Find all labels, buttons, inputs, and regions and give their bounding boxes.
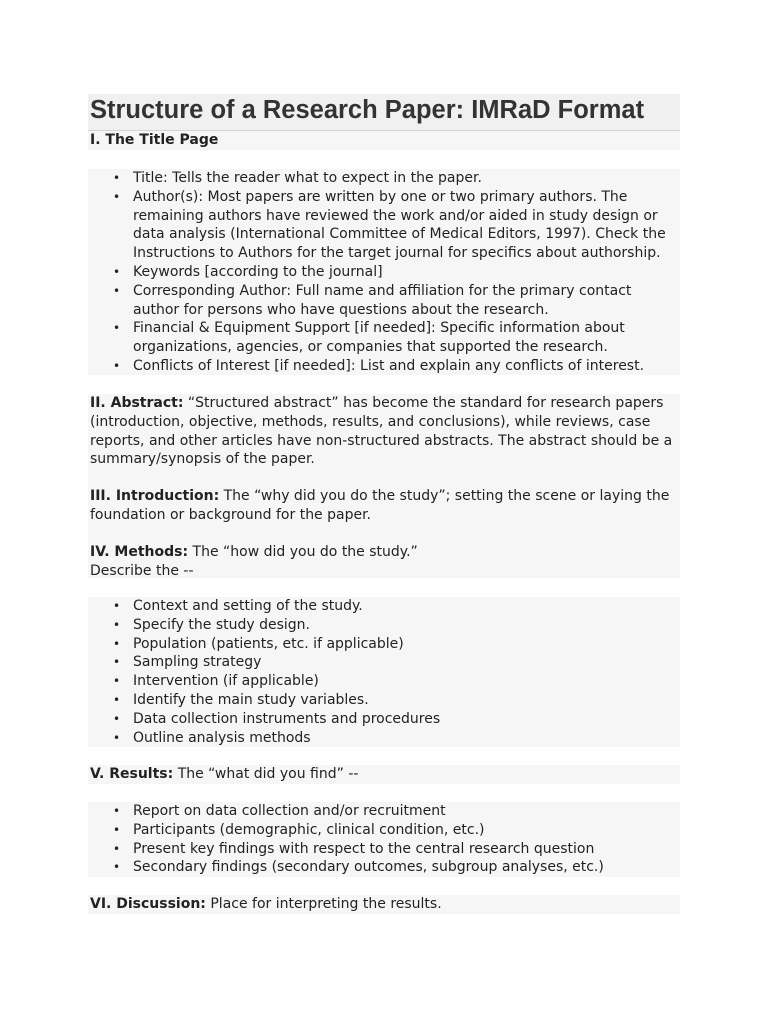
methods-list-block xyxy=(88,597,680,747)
list-item: • Secondary findings (secondary outcomes, subgroup analyses, etc.) xyxy=(88,858,680,877)
title-page-list xyxy=(88,169,680,376)
results-heading: V. Results: xyxy=(90,766,174,782)
results-list xyxy=(88,802,680,877)
discussion-block xyxy=(88,895,680,914)
list-item: • Context and setting of the study. xyxy=(88,597,680,616)
section-heading: I. The Title Page xyxy=(90,132,219,148)
list-item: • Participants (demographic, clinical condition, etc.) xyxy=(88,821,680,840)
results-paragraph xyxy=(88,765,680,784)
list-item: • Present key findings with respect to the central research question xyxy=(88,840,680,859)
results-heading-block xyxy=(88,765,680,784)
list-item: • Title: Tells the reader what to expect in the paper. xyxy=(88,169,680,188)
list-item: • Corresponding Author: Full name and affiliation for the primary contact author for persons who have questions about the research. xyxy=(88,282,680,320)
document-title-block xyxy=(88,94,680,131)
list-item: • Population (patients, etc. if applicable) xyxy=(88,635,680,654)
discussion-text: Place for interpreting the results. xyxy=(210,896,442,912)
methods-subtext: Describe the -- xyxy=(90,562,194,579)
methods-paragraph xyxy=(88,543,680,581)
introduction-heading: III. Introduction: xyxy=(90,488,220,505)
list-item: • Report on data collection and/or recruitment xyxy=(88,802,680,821)
list-item: • Specify the study design. xyxy=(88,616,680,635)
list-item: • Intervention (if applicable) xyxy=(88,672,680,691)
list-item: • Keywords [according to the journal] xyxy=(88,263,680,282)
methods-heading: IV. Methods: xyxy=(90,543,189,560)
document-title: Structure of a Research Paper: IMRaD Format xyxy=(90,96,645,124)
list-item: • Identify the main study variables. xyxy=(88,691,680,710)
abstract-text: “Structured abstract” has become the standard for research papers (introduction, objective, methods, results, and conclusions), while reviews, case reports, and other articles have non-structured abstracts. The abstract should be a summary/synopsis of the paper. xyxy=(90,395,673,468)
section-title-page-list-block xyxy=(88,169,680,375)
results-text: The “what did you find” -- xyxy=(177,766,359,782)
list-item: • Outline analysis methods xyxy=(88,729,680,748)
section-title-page-heading-block xyxy=(88,131,680,150)
methods-text: The “how did you do the study.” xyxy=(192,543,418,560)
results-list-block xyxy=(88,802,680,877)
list-item: • Financial & Equipment Support [if needed]: Specific information about organizations, agencies, or companies that supported the research. xyxy=(88,319,680,357)
introduction-paragraph xyxy=(88,487,680,525)
methods-list xyxy=(88,597,680,747)
discussion-paragraph xyxy=(88,895,680,914)
abstract-intro-methods-block xyxy=(88,394,680,578)
list-item: • Author(s): Most papers are written by one or two primary authors. The remaining authors have reviewed the work and/or aided in study design or data analysis (International Committee of Medical Editors, 1997). Check the Instructions to Authors for the target journal for specifics about authorship. xyxy=(88,188,680,263)
list-item: • Data collection instruments and procedures xyxy=(88,710,680,729)
abstract-paragraph xyxy=(88,394,680,469)
abstract-heading: II. Abstract: xyxy=(90,395,184,411)
discussion-heading: VI. Discussion: xyxy=(90,896,206,912)
list-item: • Sampling strategy xyxy=(88,653,680,672)
list-item: • Conflicts of Interest [if needed]: List and explain any conflicts of interest. xyxy=(88,357,680,376)
introduction-text: The “why did you do the study”; setting the scene or laying the foundation or background for the paper. xyxy=(90,488,670,523)
